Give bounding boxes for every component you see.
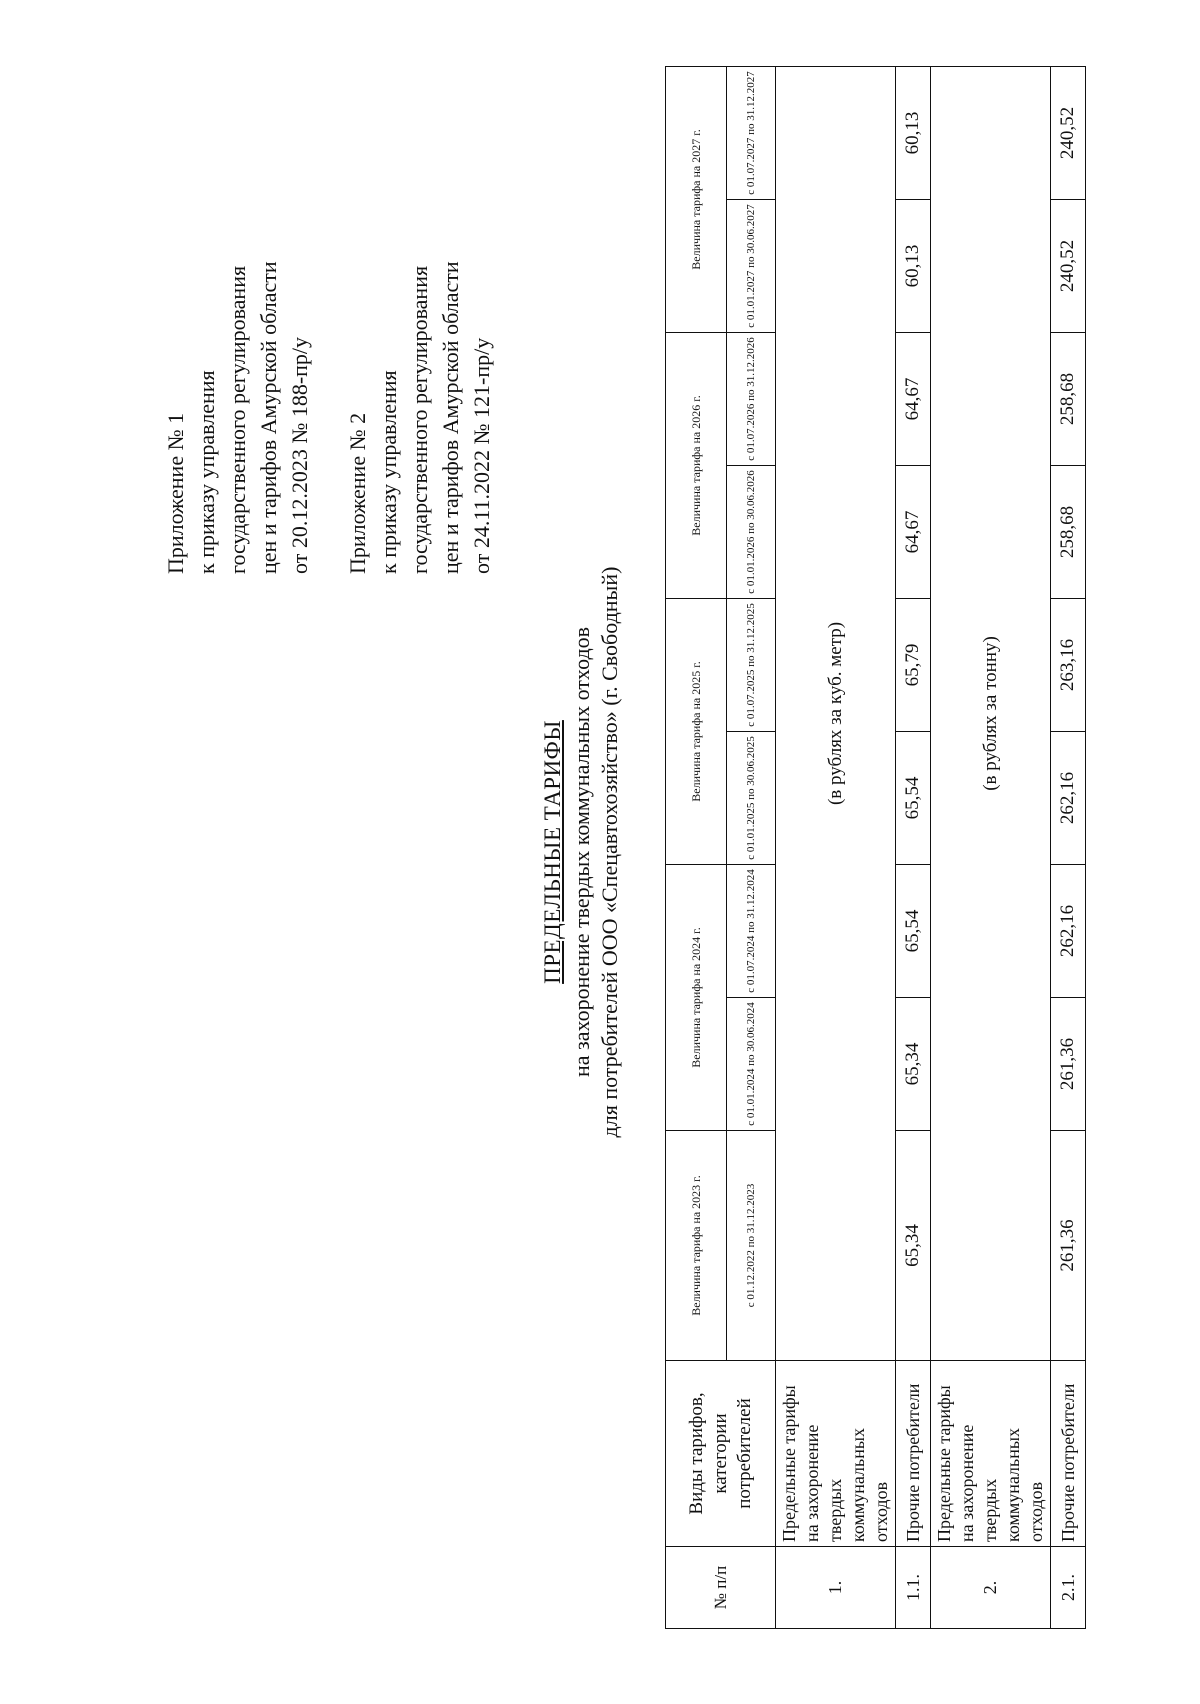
header-year-2025: Величина тарифа на 2025 г. <box>666 598 727 864</box>
appendix-1-line: от 20.12.2023 № 188-пр/у <box>287 336 312 574</box>
header-period: с 01.01.2027 по 30.06.2027 <box>727 199 776 332</box>
header-kind: Виды тарифов, категории потребителей <box>666 1361 776 1547</box>
appendix-2-line: Приложение № 2 <box>345 412 370 574</box>
header-period: с 01.07.2026 по 31.12.2026 <box>727 332 776 465</box>
tariff-value: 261,36 <box>1051 1131 1086 1361</box>
title-subtitle-1: на захоронение твердых коммунальных отходов <box>569 626 594 1078</box>
tariff-value: 65,79 <box>896 598 931 731</box>
header-period: с 01.01.2024 по 30.06.2024 <box>727 998 776 1131</box>
tariff-value: 258,68 <box>1051 465 1086 598</box>
header-period: с 01.07.2024 по 31.12.2024 <box>727 864 776 997</box>
title-main: ПРЕДЕЛЬНЫЕ ТАРИФЫ <box>540 720 565 984</box>
header-period: с 01.12.2022 по 31.12.2023 <box>727 1131 776 1361</box>
row-kind: Предельные тарифы на захоронение твердых коммунальных отходов <box>776 1361 896 1547</box>
row-kind: Прочие потребители <box>1051 1361 1086 1547</box>
table-row <box>1051 66 1086 1628</box>
appendix-2-line: к приказу управления <box>376 370 401 574</box>
tariff-value: 262,16 <box>1051 864 1086 997</box>
header-year-2026: Величина тарифа на 2026 г. <box>666 332 727 598</box>
tariff-value: 60,13 <box>896 199 931 332</box>
appendix-1-line: государственного регулирования <box>225 265 250 574</box>
tariff-value: 64,67 <box>896 332 931 465</box>
header-period: с 01.07.2025 по 31.12.2025 <box>727 598 776 731</box>
appendix-2-note <box>342 261 497 574</box>
tariff-value: 65,54 <box>896 731 931 864</box>
header-num: № п/п <box>666 1547 776 1629</box>
header-year-2024: Величина тарифа на 2024 г. <box>666 864 727 1130</box>
header-period: с 01.01.2025 по 30.06.2025 <box>727 731 776 864</box>
row-number: 2. <box>931 1547 1051 1629</box>
tariff-value: 65,34 <box>896 998 931 1131</box>
tariff-value: 240,52 <box>1051 199 1086 332</box>
tariff-value: 240,52 <box>1051 66 1086 199</box>
header-row-years <box>666 66 727 1628</box>
tariff-value: 60,13 <box>896 66 931 199</box>
unit-label: (в рублях за тонну) <box>931 66 1051 1360</box>
row-kind: Предельные тарифы на захоронение твердых коммунальных отходов <box>931 1361 1051 1547</box>
tariffs-table <box>665 66 1086 1629</box>
row-kind: Прочие потребители <box>896 1361 931 1547</box>
appendix-2-line: государственного регулирования <box>407 265 432 574</box>
unit-label: (в рублях за куб. метр) <box>776 66 896 1360</box>
appendix-1-note <box>160 261 315 574</box>
document-title <box>538 0 624 1704</box>
header-period: с 01.07.2027 по 31.12.2027 <box>727 66 776 199</box>
tariff-value: 65,54 <box>896 864 931 997</box>
appendix-2-line: от 24.11.2022 № 121-пр/у <box>469 337 494 574</box>
tariff-value: 64,67 <box>896 465 931 598</box>
tariff-value: 261,36 <box>1051 998 1086 1131</box>
header-period: с 01.01.2026 по 30.06.2026 <box>727 465 776 598</box>
row-number: 2.1. <box>1051 1547 1086 1629</box>
row-number: 1. <box>776 1547 896 1629</box>
appendix-1-line: Приложение № 1 <box>163 412 188 574</box>
table-row-section-1 <box>776 66 896 1628</box>
row-number: 1.1. <box>896 1547 931 1629</box>
header-year-2027: Величина тарифа на 2027 г. <box>666 66 727 332</box>
tariff-value: 262,16 <box>1051 731 1086 864</box>
title-subtitle-2: для потребителей ООО «Спецавтохозяйство» (г. Свободный) <box>597 566 622 1138</box>
appendix-1-line: к приказу управления <box>194 370 219 574</box>
header-year-2023: Величина тарифа на 2023 г. <box>666 1131 727 1361</box>
appendix-1-line: цен и тарифов Амурской области <box>256 261 281 574</box>
table-row-section-2 <box>931 66 1051 1628</box>
tariff-value: 258,68 <box>1051 332 1086 465</box>
appendix-2-line: цен и тарифов Амурской области <box>438 261 463 574</box>
table-row <box>896 66 931 1628</box>
tariff-value: 263,16 <box>1051 598 1086 731</box>
tariff-value: 65,34 <box>896 1131 931 1361</box>
